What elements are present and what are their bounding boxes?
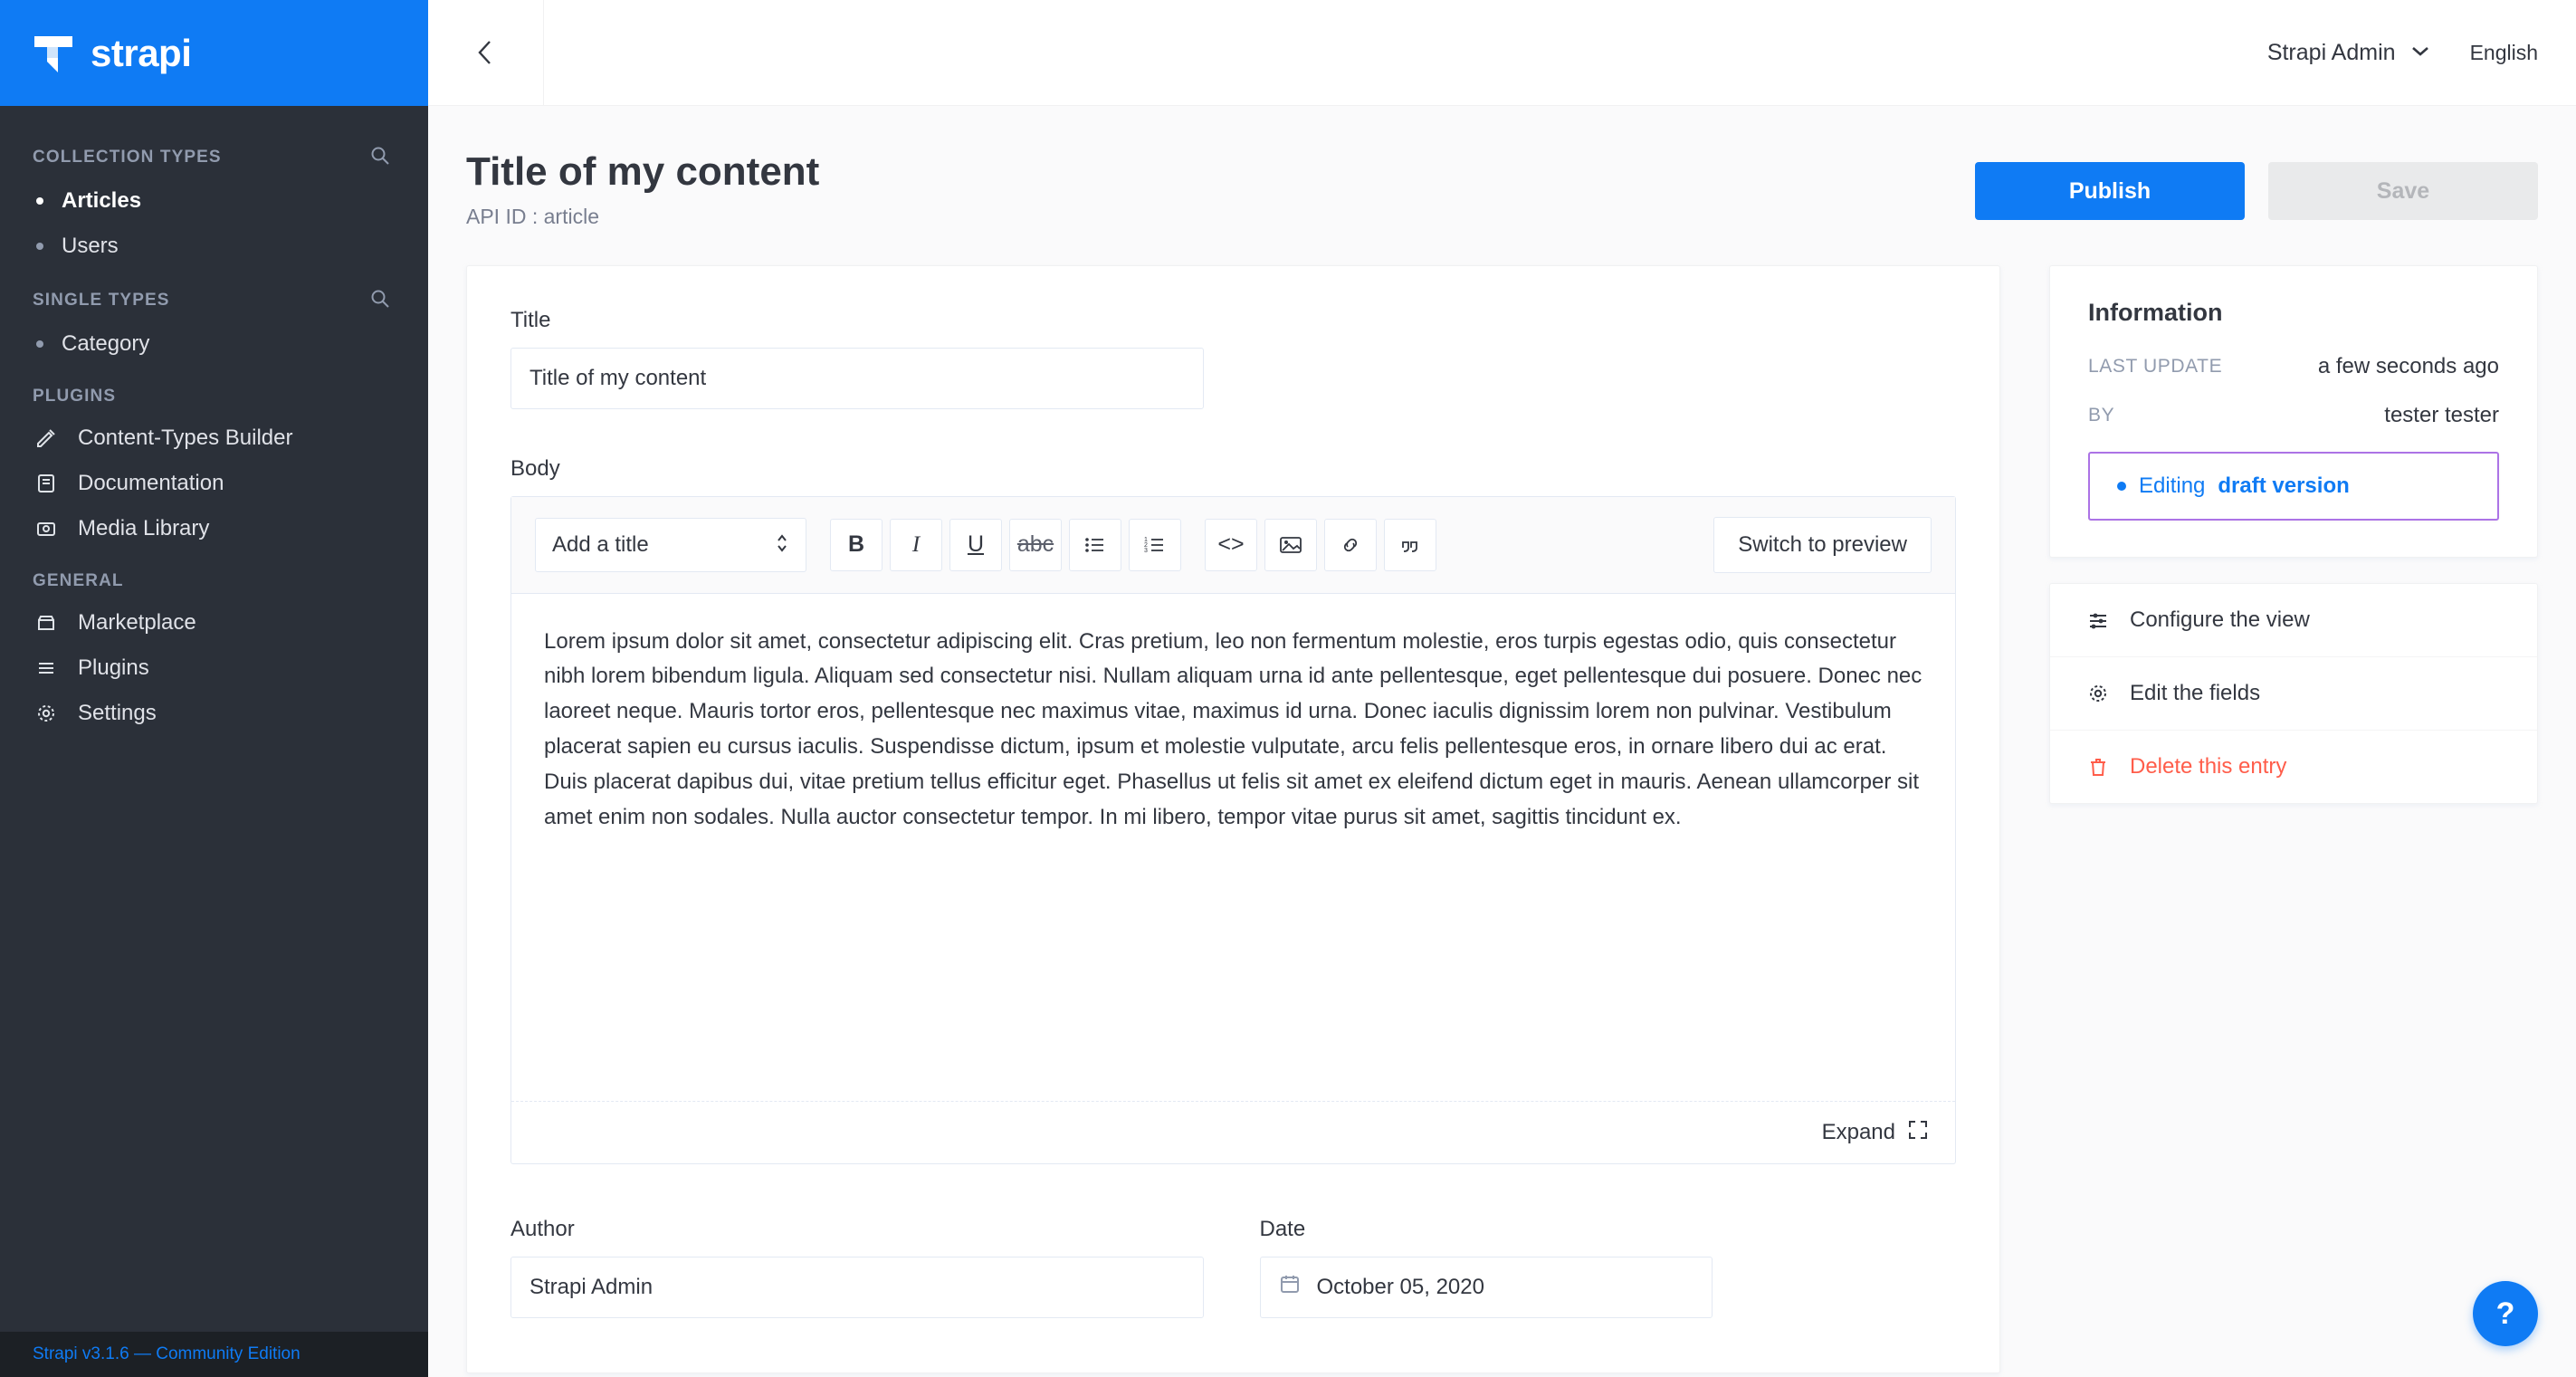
sidebar-item-articles[interactable] [0,178,428,224]
date-field [1260,1217,1957,1318]
body-grid [466,265,2538,1373]
section-title: PLUGINS [33,387,117,406]
book-icon [33,473,60,494]
title-input[interactable] [510,348,1204,409]
api-id-label: API ID : article [466,204,599,228]
information-card [2049,265,2538,558]
main-area [428,0,2576,1377]
link-label: Configure the view [2130,607,2310,632]
numbered-list-button[interactable] [1129,519,1181,571]
chevron-updown-icon [775,531,789,558]
sidebar-item-plugins[interactable] [0,645,428,691]
sidebar-item-label: Category [62,331,150,356]
sidebar-item-label: Articles [62,188,142,213]
gear-icon [33,703,60,724]
draft-version-status[interactable] [2088,452,2499,521]
title-field-label: Title [510,307,551,332]
section-title: COLLECTION TYPES [33,148,222,167]
sidebar-item-settings[interactable] [0,691,428,736]
sidebar-item-label: Content-Types Builder [78,426,293,450]
pencil-icon [33,427,60,449]
body-field [510,456,1956,1164]
version-label: Strapi v3.1.6 — Community Edition [0,1332,428,1377]
edit-the-fields-link[interactable] [2050,657,2537,731]
delete-this-entry-link[interactable] [2050,731,2537,803]
link-label: Edit the fields [2130,680,2261,705]
page-title: Title of my content [466,149,820,194]
right-rail [2049,265,2538,804]
sidebar-item-documentation[interactable] [0,461,428,506]
author-field-label: Author [510,1216,575,1241]
sidebar-item-label: Plugins [78,655,149,680]
sidebar-item-users[interactable] [0,224,428,269]
section-general [0,551,428,600]
help-button[interactable]: ? [2473,1281,2538,1346]
bulleted-list-button[interactable] [1069,519,1121,571]
bullet-icon [36,197,43,205]
sidebar-item-marketplace[interactable] [0,600,428,645]
author-input[interactable] [510,1257,1204,1318]
section-title: GENERAL [33,571,124,590]
content-area [428,106,2576,1377]
sidebar-nav [0,106,428,1377]
admin-menu[interactable] [2267,40,2430,66]
chevron-down-icon [2410,43,2430,62]
info-value: a few seconds ago [2317,353,2499,378]
save-button[interactable]: Save [2268,162,2538,220]
bullet-icon [36,340,43,348]
info-key: BY [2088,404,2115,426]
form-panel [466,265,2000,1373]
info-value: tester tester [2384,402,2499,427]
rich-text-editor [510,496,1956,1164]
section-collection-types [0,126,428,178]
configure-the-view-link[interactable] [2050,584,2537,657]
sidebar-item-label: Marketplace [78,610,196,635]
text-format-group [830,519,1181,571]
trash-icon [2085,756,2112,778]
info-row-by [2088,403,2499,428]
draft-strong: draft version [2218,473,2350,498]
language-selector[interactable]: English [2469,40,2538,64]
expand-icon [1908,1120,1928,1145]
svg-text:3: 3 [1144,547,1148,554]
date-value: October 05, 2020 [1316,1274,1484,1299]
bullet-icon [36,243,43,250]
status-dot-icon [2117,482,2126,491]
sidebar-item-label: Users [62,234,119,258]
svg-text:1: 1 [1144,536,1148,543]
sidebar-item-media-library[interactable] [0,506,428,551]
actions-card [2049,583,2538,804]
switch-to-preview-button[interactable]: Switch to preview [1713,517,1932,573]
sidebar-item-label: Settings [78,701,157,725]
strapi-logo-icon [33,33,74,74]
draft-prefix: Editing [2139,473,2206,498]
underline-button[interactable]: U [949,519,1002,571]
sliders-icon [2085,609,2112,631]
shop-icon [33,612,60,634]
list-icon [33,657,60,679]
insert-group [1205,519,1436,571]
info-key: LAST UPDATE [2088,355,2223,377]
gear-icon [2085,683,2112,704]
code-button[interactable]: <> [1205,519,1257,571]
image-button[interactable] [1264,519,1317,571]
sidebar-item-label: Media Library [78,516,210,540]
body-field-label: Body [510,455,560,481]
heading-select[interactable] [535,518,806,572]
quote-button[interactable] [1384,519,1436,571]
calendar-icon [1279,1273,1301,1301]
sidebar-item-category[interactable] [0,321,428,367]
back-button[interactable] [428,0,544,106]
bold-button[interactable]: B [830,519,883,571]
italic-button[interactable]: I [890,519,942,571]
section-title: SINGLE TYPES [33,291,170,310]
photo-icon [33,518,60,540]
svg-text:2: 2 [1144,541,1148,549]
link-button[interactable] [1324,519,1377,571]
info-row-last-update [2088,354,2499,379]
author-date-row [510,1217,1956,1318]
search-icon[interactable] [370,289,390,312]
date-field-label: Date [1259,1216,1306,1241]
sidebar-item-content-types-builder[interactable] [0,416,428,461]
header-actions [1975,149,2538,220]
brand-name: strapi [91,31,192,74]
author-field [510,1217,1207,1318]
search-icon[interactable] [370,146,390,169]
section-single-types [0,269,428,321]
editor-content[interactable]: Lorem ipsum dolor sit amet, consectetur adipiscing elit. Cras pretium, leo non fermentum molestie, eros turpis egestas odio, quis consectetur nibh lorem bibendum ligula. Aliquam sed consectetur nisi. Nullam aliquam urna id ante pellentesque, eget pellentesque dui posuere. Donec nec laoreet neque. Mauris tortor eros, pellentesque nec maximus vitae, maximus id urna. Donec iaculis dignissim lorem non pulvinar. Vestibulum placerat sapien eu cursus iaculis. Suspendisse dictum, ipsum et molestie vulputate, arcu felis pellentesque eros, in ornare libero dui ac erat. Duis placerat dapibus dui, vitae pretium tellus efficitur eget. Phasellus ut felis sit amet ex eleifend dictum eget in mauris. Aenean ullamcorper sit amet enim non sodales. Nulla auctor consectetur tempor. In mi libero, tempor vitae purus sit amet, sagittis tincidunt ex. [544,628,1922,829]
admin-name: Strapi Admin [2266,39,2396,65]
editor-toolbar [511,497,1955,594]
heading-select-value: Add a title [552,531,649,557]
date-picker[interactable] [1260,1257,1713,1318]
information-title: Information [2088,298,2223,326]
brand-header[interactable] [0,0,428,106]
topbar [428,0,2576,106]
sidebar [0,0,428,1377]
expand-editor-button[interactable] [511,1101,1955,1163]
expand-label: Expand [1821,1119,1895,1144]
publish-button[interactable]: Publish [1975,162,2245,220]
page-header [466,106,2538,229]
sidebar-item-label: Documentation [78,471,224,495]
section-plugins [0,367,428,416]
link-label: Delete this entry [2130,753,2287,779]
strikethrough-button[interactable]: abc [1009,519,1062,571]
